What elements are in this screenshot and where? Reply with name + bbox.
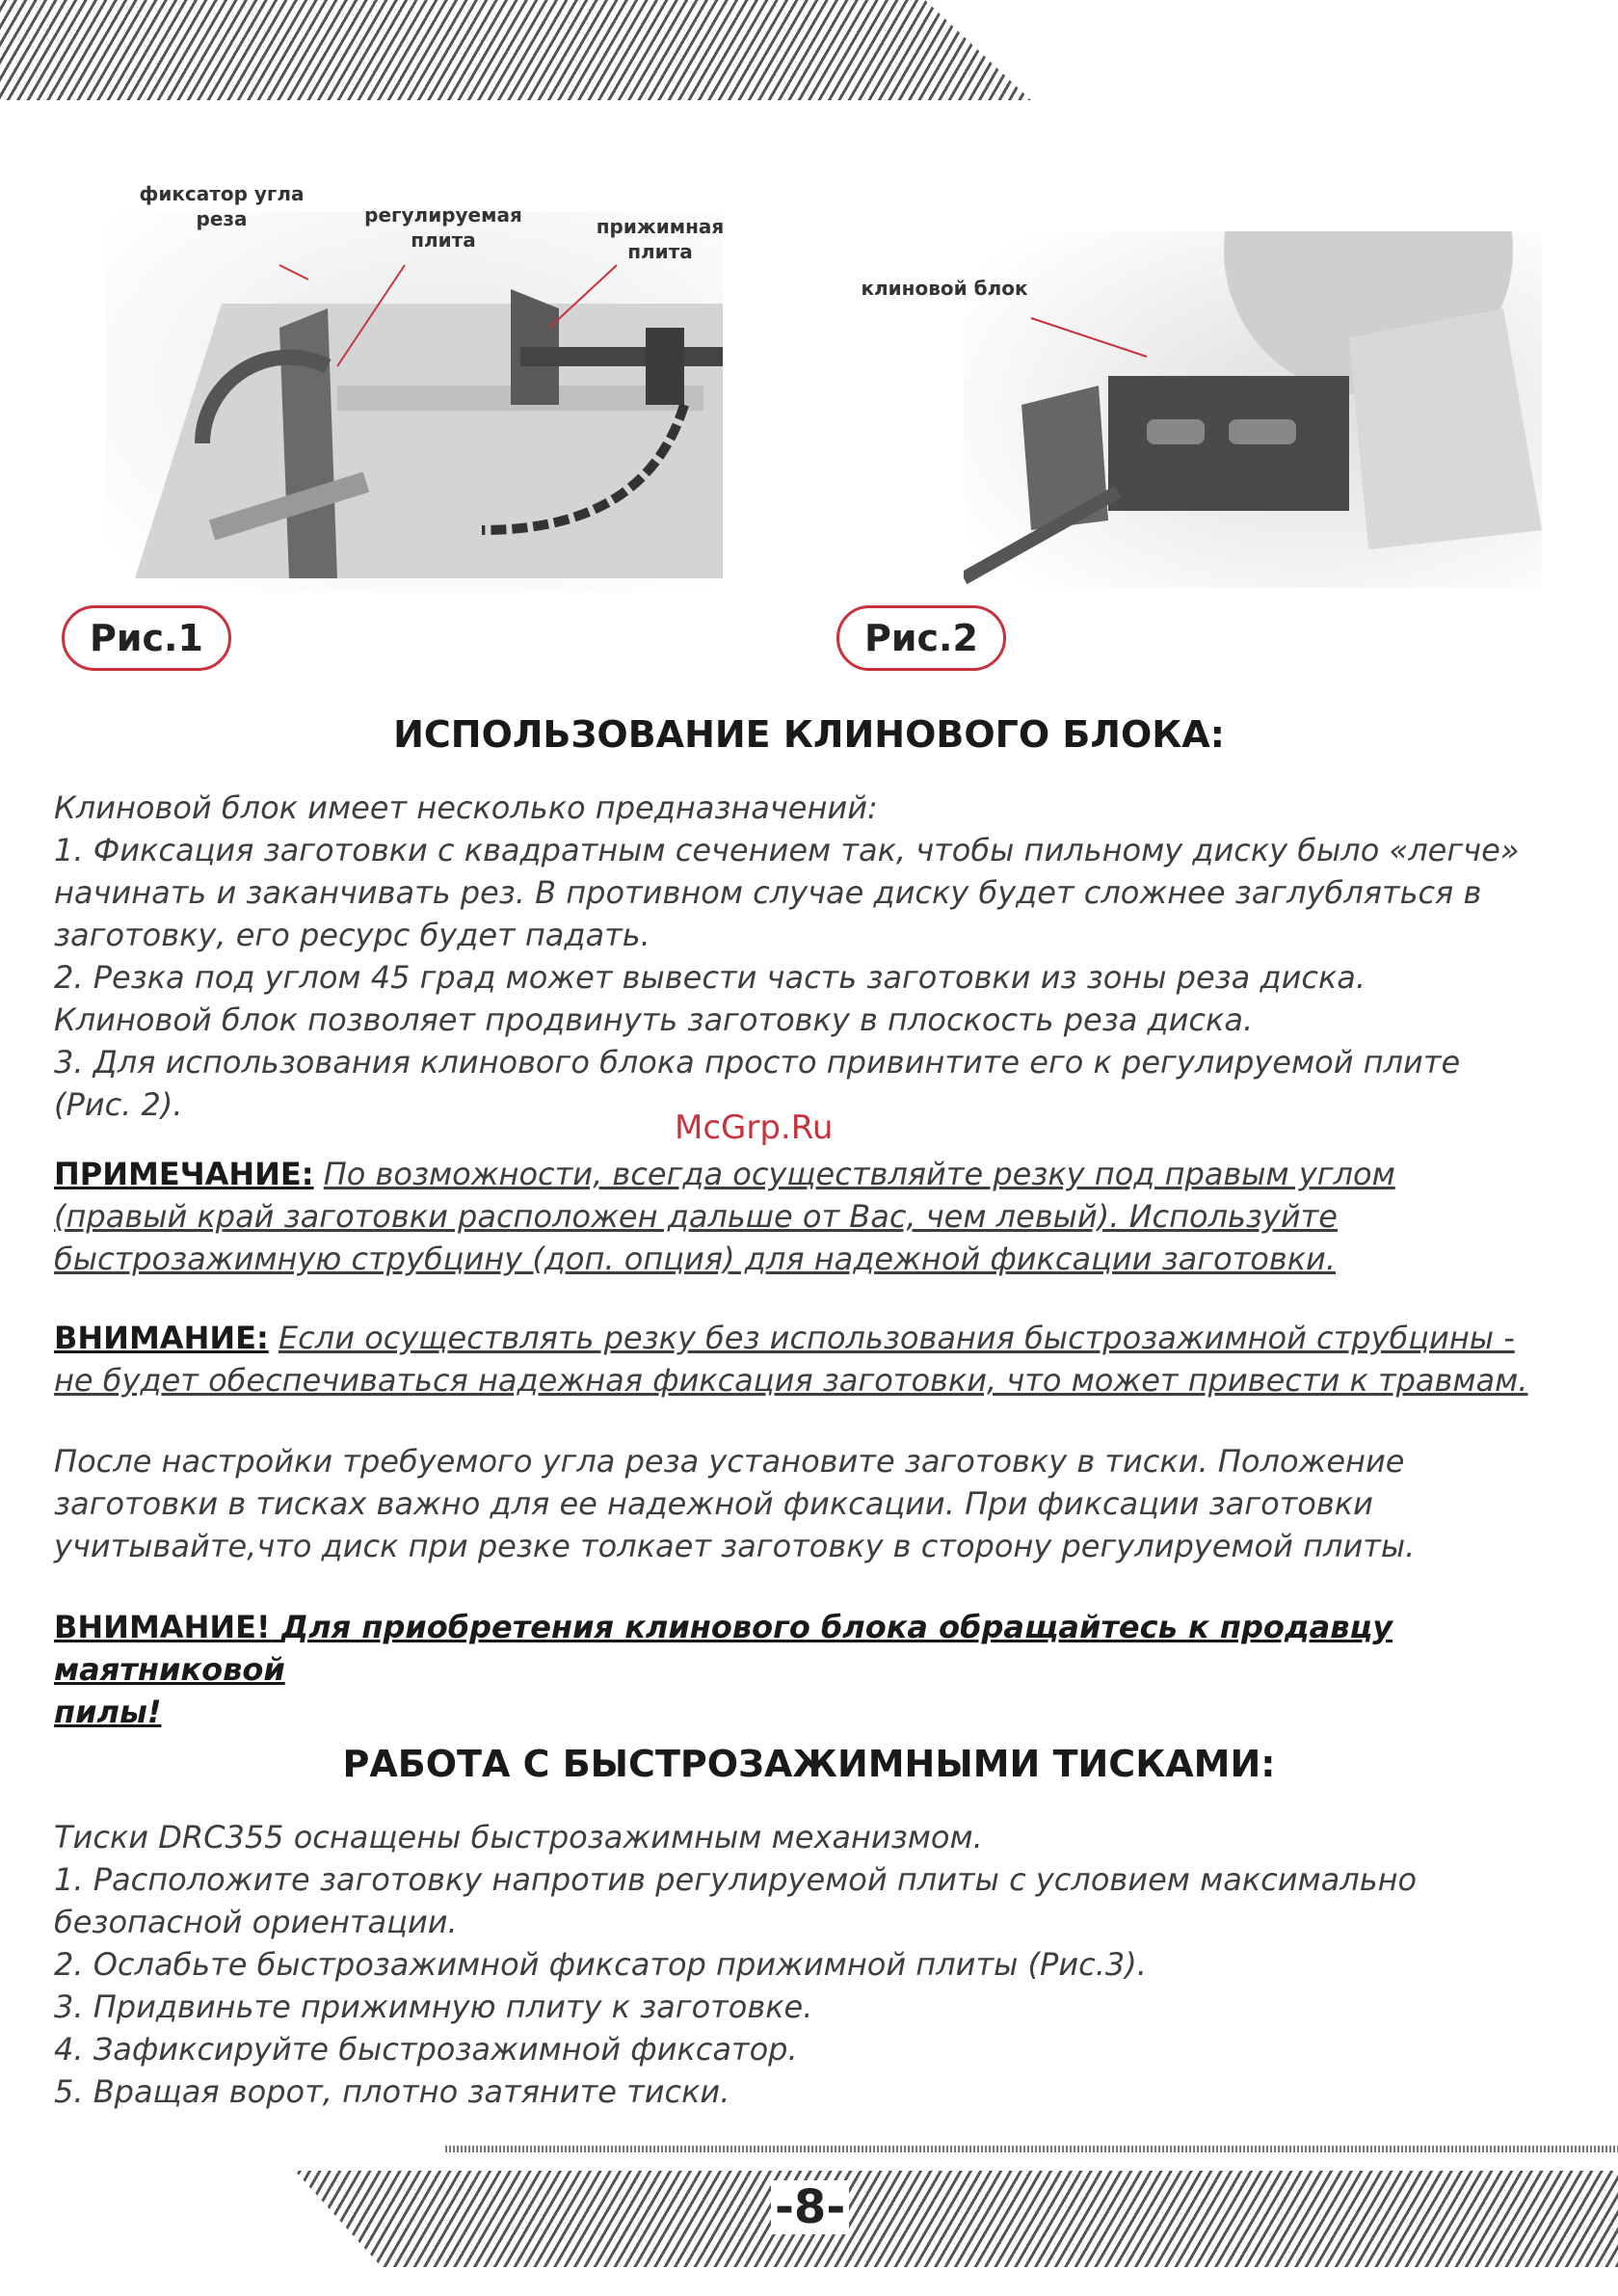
bottom-hatch-decoration <box>295 2171 1618 2267</box>
text-line: заготовку, его ресурс будет падать. <box>54 917 650 953</box>
text-line: (Рис. 2). <box>54 1086 183 1123</box>
callout-angle-lock: фиксатор угла реза <box>139 182 305 230</box>
watermark[interactable]: McGrp.Ru <box>675 1108 834 1147</box>
figure-2-wedge-block-photo <box>964 231 1542 588</box>
note-text: быстрозажимную струбцину (доп. опция) для надежной фиксации заготовки. <box>54 1241 1337 1277</box>
text-line: 3. Придвиньте прижимную плиту к заготовке. <box>54 1989 813 2025</box>
text-line: 2. Ослабьте быстрозажимной фиксатор прижимной плиты (Рис.3). <box>54 1946 1147 1983</box>
purchase-warning-label: ВНИМАНИЕ! <box>54 1609 271 1645</box>
note-text: (правый край заготовки расположен дальше от Вас, чем левый). Используйте <box>54 1198 1338 1235</box>
note-text: По возможности, всегда осуществляйте резку под правым углом <box>323 1156 1395 1192</box>
section-heading-quick-vise: РАБОТА С БЫСТРОЗАЖИМНЫМИ ТИСКАМИ: <box>342 1743 1276 1785</box>
warning-text: не будет обеспечиваться надежная фиксация заготовки, что может привести к травмам. <box>54 1362 1528 1399</box>
callout-adjustable-plate: регулируемая плита <box>364 203 522 252</box>
setup-paragraph <box>54 1440 1415 1567</box>
text-line: начинать и заканчивать рез. В противном случае диску будет сложнее заглубляться в <box>54 874 1482 911</box>
text-line: учитывайте,что диск при резке толкает заготовку в сторону регулируемой плиты. <box>54 1528 1416 1564</box>
text-line: Клиновой блок позволяет продвинуть заготовку в плоскость реза диска. <box>54 1001 1254 1038</box>
footer-dotted-line <box>445 2146 1618 2152</box>
section1-paragraph <box>54 787 1520 1126</box>
text-line: 4. Зафиксируйте быстрозажимной фиксатор. <box>54 2031 798 2068</box>
purchase-warning-text: Для приобретения клинового блока обращайтесь к продавцу маятниковой <box>54 1609 1393 1688</box>
text-line: Клиновой блок имеет несколько предназначений: <box>54 789 878 826</box>
text-line: После настройки требуемого угла реза установите заготовку в тиски. Положение <box>54 1443 1405 1480</box>
text-line: 1. Фиксация заготовки с квадратным сечением так, чтобы пильному диску было «легче» <box>54 832 1520 868</box>
note-block <box>54 1153 1395 1280</box>
section-heading-wedge-block: ИСПОЛЬЗОВАНИЕ КЛИНОВОГО БЛОКА: <box>393 713 1225 756</box>
text-line: 1. Расположите заготовку напротив регулируемой плиты с условием максимально <box>54 1861 1418 1898</box>
note-label: ПРИМЕЧАНИЕ: <box>54 1156 314 1192</box>
text-line: безопасной ориентации. <box>54 1904 458 1940</box>
text-line: 3. Для использования клинового блока просто привинтите его к регулируемой плите <box>54 1044 1461 1081</box>
text-line: Тиски DRC355 оснащены быстрозажимным механизмом. <box>54 1819 983 1855</box>
figure-1-label: Рис.1 <box>62 605 231 671</box>
figure-1-vise-photo <box>106 212 723 593</box>
callout-clamp-plate: прижимная плита <box>596 215 725 263</box>
text-line: заготовки в тисках важно для ее надежной фиксации. При фиксации заготовки <box>54 1485 1373 1522</box>
callout-wedge-block: клиновой блок <box>861 277 1028 300</box>
warning-text: Если осуществлять резку без использования быстрозажимной струбцины - <box>278 1320 1515 1356</box>
warning-label: ВНИМАНИЕ: <box>54 1320 269 1356</box>
purchase-warning <box>54 1606 1618 1733</box>
purchase-warning-text: пилы! <box>54 1694 162 1730</box>
warning-block <box>54 1317 1527 1402</box>
section2-paragraph <box>54 1816 1417 2113</box>
text-line: 2. Резка под углом 45 град может вывести часть заготовки из зоны реза диска. <box>54 959 1366 996</box>
top-hatch-decoration <box>0 0 1031 100</box>
figure-2-label: Рис.2 <box>836 605 1006 671</box>
page-number: -8- <box>771 2180 849 2234</box>
text-line: 5. Вращая ворот, плотно затяните тиски. <box>54 2073 730 2110</box>
